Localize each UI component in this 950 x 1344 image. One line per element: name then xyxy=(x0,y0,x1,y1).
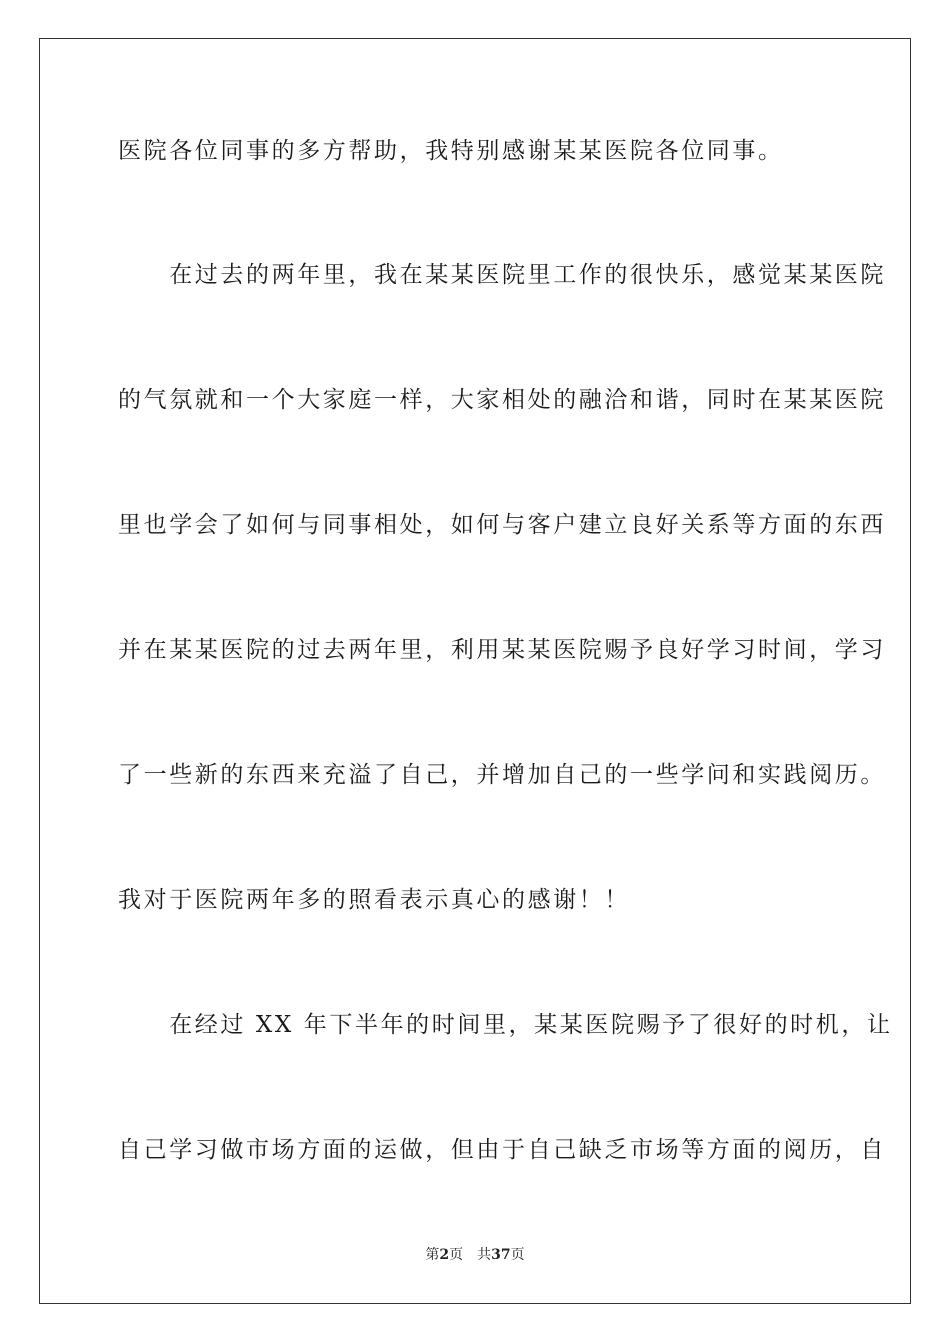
body-text-line: 在过去的两年里，我在某某医院里工作的很快乐，感觉某某医院 xyxy=(118,262,886,288)
body-text-line: 我对于医院两年多的照看表示真心的感谢！！ xyxy=(118,887,630,913)
page-number: 2 xyxy=(439,1247,450,1263)
body-text-line: 在经过 XX 年下半年的时间里，某某医院赐予了很好的时机，让 xyxy=(118,1012,893,1038)
page-suffix: 页 xyxy=(449,1247,464,1263)
body-text-line: 自己学习做市场方面的运做，但由于自己缺乏市场等方面的阅历，自 xyxy=(118,1137,886,1163)
page-border xyxy=(39,38,911,1304)
body-text-line: 并在某某医院的过去两年里，利用某某医院赐予良好学习时间，学习 xyxy=(118,637,886,663)
page-prefix: 第 xyxy=(425,1247,440,1263)
body-text-line: 里也学会了如何与同事相处，如何与客户建立良好关系等方面的东西 xyxy=(118,512,886,538)
body-text-line: 的气氛就和一个大家庭一样，大家相处的融洽和谐，同时在某某医院 xyxy=(118,387,886,413)
total-suffix: 页 xyxy=(510,1247,525,1263)
total-pages: 37 xyxy=(491,1247,511,1263)
total-prefix: 共 xyxy=(477,1247,492,1263)
page-footer xyxy=(0,1246,950,1264)
body-text-line: 了一些新的东西来充溢了自己，并增加自己的一些学问和实践阅历。 xyxy=(118,762,886,788)
body-text-line: 医院各位同事的多方帮助，我特别感谢某某医院各位同事。 xyxy=(118,138,784,164)
